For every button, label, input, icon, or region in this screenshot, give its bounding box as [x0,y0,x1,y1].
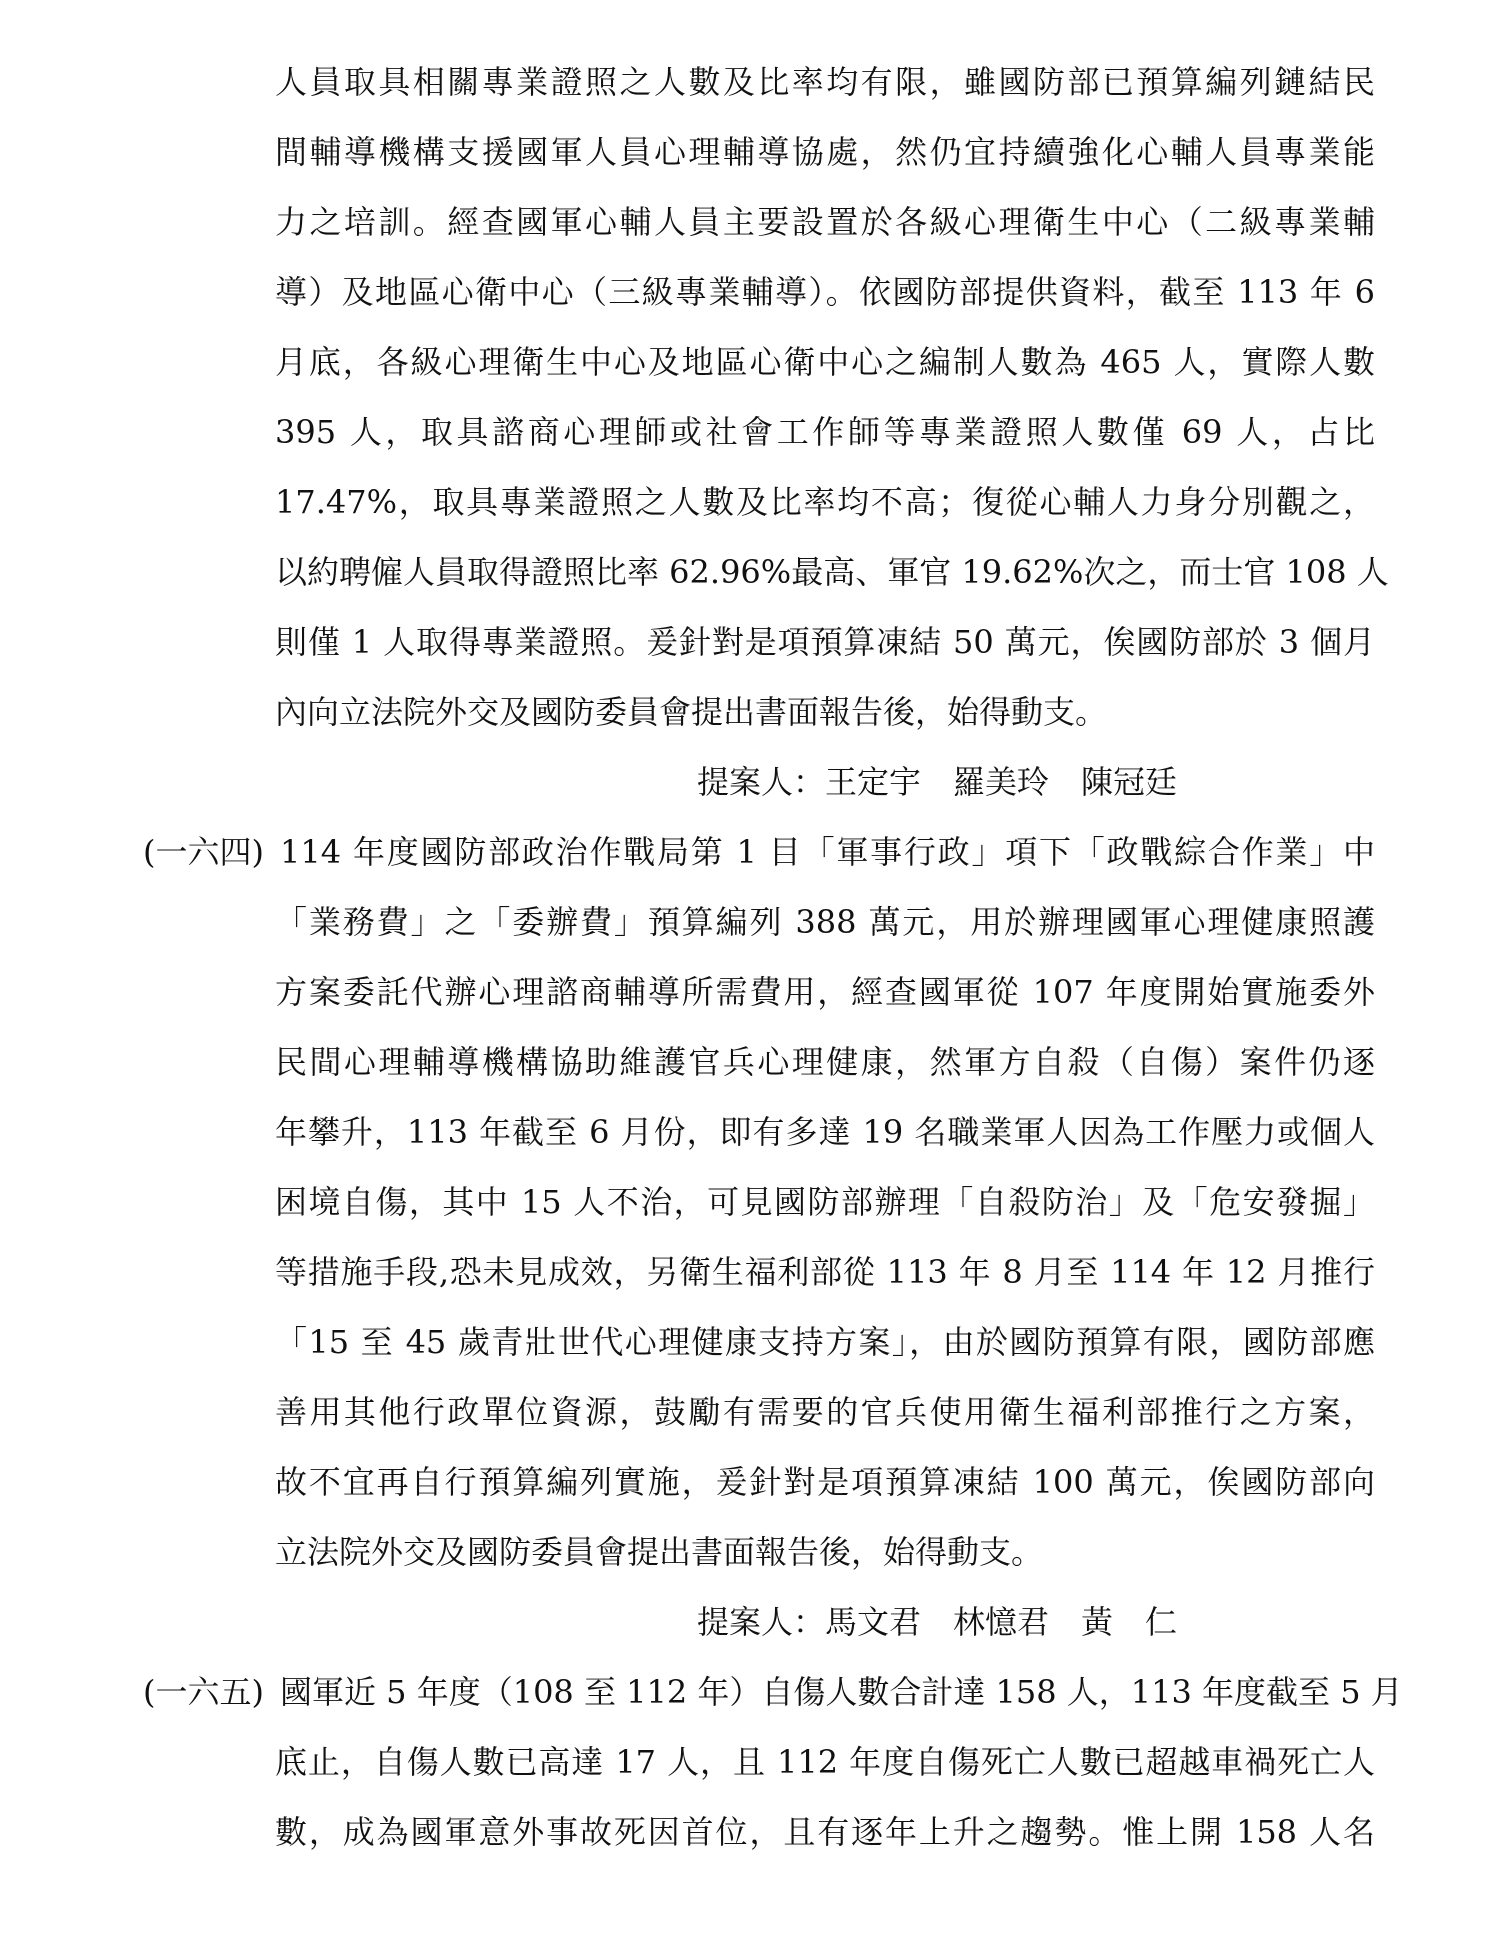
paragraph-line: 則僅 1 人取得專業證照。爰針對是項預算凍結 50 萬元，俟國防部於 3 個月 [275,623,1375,661]
paragraph-line: 間輔導機構支援國軍人員心理輔導協處，然仍宜持續強化心輔人員專業能 [275,133,1375,171]
paragraph-line: 故不宜再自行預算編列實施，爰針對是項預算凍結 100 萬元，俟國防部向 [275,1463,1375,1501]
paragraph-line: 數，成為國軍意外事故死因首位，且有逐年上升之趨勢。惟上開 158 人名 [275,1813,1375,1851]
proposer-line: 提案人：馬文君 林憶君 黃 仁 [697,1603,1178,1641]
paragraph-line: 內向立法院外交及國防委員會提出書面報告後，始得動支。 [275,693,1108,731]
paragraph-line: 人員取具相關專業證照之人數及比率均有限，雖國防部已預算編列鏈結民 [275,63,1375,101]
item-number-label: (一六五) [143,1673,264,1711]
paragraph-line: 17.47%，取具專業證照之人數及比率均不高；復從心輔人力身分別觀之， [275,483,1375,521]
proposer-line: 提案人：王定宇 羅美玲 陳冠廷 [697,763,1178,801]
paragraph-line: 月底，各級心理衛生中心及地區心衛中心之編制人數為 465 人，實際人數 [275,343,1375,381]
paragraph-first-line: 國軍近 5 年度（108 至 112 年）自傷人數合計達 158 人，113 年度截至 5 月 [280,1673,1403,1711]
paragraph-line: 年攀升，113 年截至 6 月份，即有多達 19 名職業軍人因為工作壓力或個人 [275,1113,1375,1151]
paragraph-line: 「15 至 45 歲青壯世代心理健康支持方案」，由於國防預算有限，國防部應 [275,1323,1375,1361]
paragraph-line: 底止，自傷人數已高達 17 人，且 112 年度自傷死亡人數已超越車禍死亡人 [275,1743,1375,1781]
paragraph-line: 「業務費」之「委辦費」預算編列 388 萬元，用於辦理國軍心理健康照護 [275,903,1375,941]
paragraph-first-line: 114 年度國防部政治作戰局第 1 目「軍事行政」項下「政戰綜合作業」中 [280,833,1375,871]
paragraph-line: 力之培訓。經查國軍心輔人員主要設置於各級心理衛生中心（二級專業輔 [275,203,1375,241]
paragraph-line: 善用其他行政單位資源，鼓勵有需要的官兵使用衛生福利部推行之方案， [275,1393,1375,1431]
paragraph-line: 方案委託代辦心理諮商輔導所需費用，經查國軍從 107 年度開始實施委外 [275,973,1375,1011]
paragraph-line: 導）及地區心衛中心（三級專業輔導）。依國防部提供資料，截至 113 年 6 [275,273,1375,311]
paragraph-line: 395 人，取具諮商心理師或社會工作師等專業證照人數僅 69 人，占比 [275,413,1375,451]
paragraph-line: 立法院外交及國防委員會提出書面報告後，始得動支。 [275,1533,1044,1571]
paragraph-line: 困境自傷，其中 15 人不治，可見國防部辦理「自殺防治」及「危安發掘」 [275,1183,1375,1221]
paragraph-line: 等措施手段,恐未見成效，另衛生福利部從 113 年 8 月至 114 年 12 月推行 [275,1253,1375,1291]
paragraph-line: 以約聘僱人員取得證照比率 62.96%最高、軍官 19.62%次之，而士官 108 人 [275,553,1389,591]
item-number-label: (一六四) [143,833,264,871]
paragraph-line: 民間心理輔導機構協助維護官兵心理健康，然軍方自殺（自傷）案件仍逐 [275,1043,1375,1081]
